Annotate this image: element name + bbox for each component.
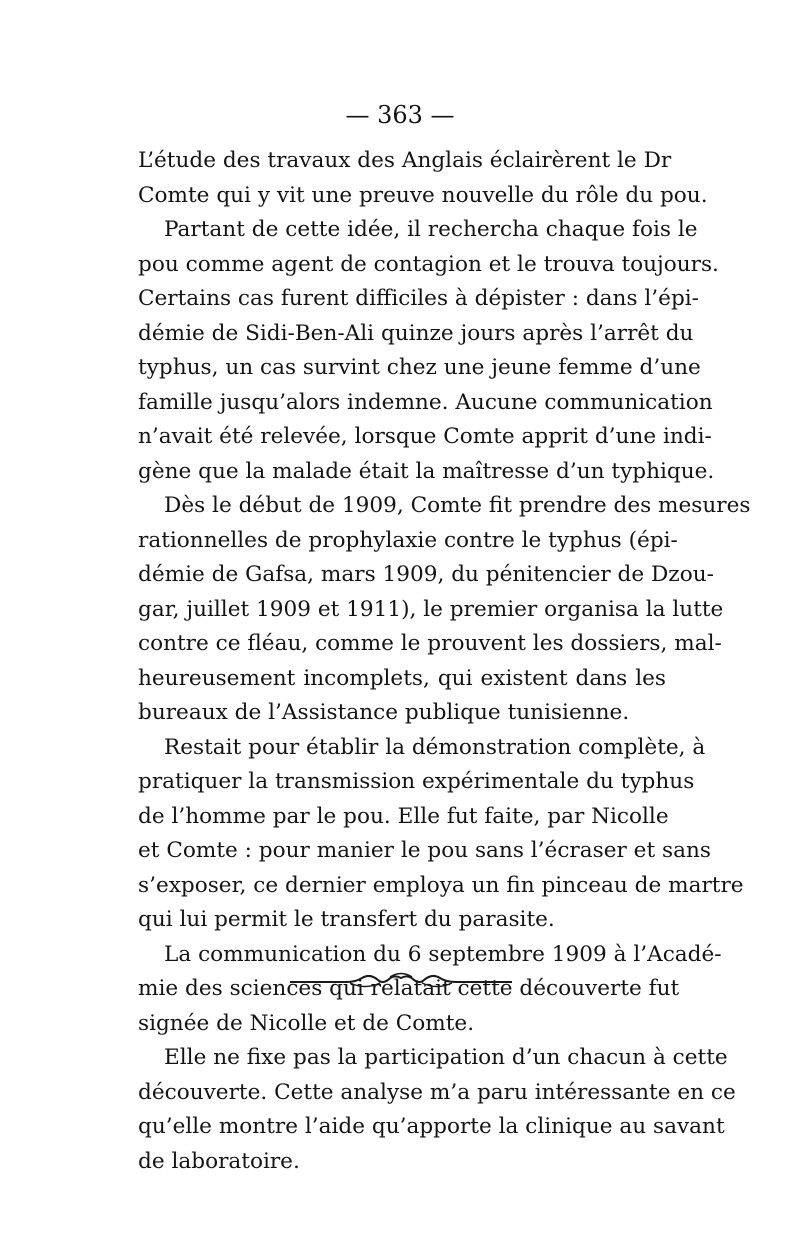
text-line: rationnelles de prophylaxie contre le typhus (épi- <box>138 527 678 553</box>
text-line: mie des sciences qui relatait cette découverte fut <box>138 976 680 1001</box>
text-line: contre ce fléau, comme le prouvent les dossiers, mal- <box>138 631 722 656</box>
text-line: Restait pour établir la démonstration complète, à <box>164 734 706 760</box>
text-line: s’exposer, ce dernier employa un fin pinceau de martre <box>138 872 744 898</box>
text-line: et Comte : pour manier le pou sans l’écraser et sans <box>138 838 711 863</box>
text-line: Comte qui y vit une preuve nouvelle du rôle du pou. <box>138 182 708 208</box>
text-line: n’avait été relevée, lorsque Comte apprit d’une indi- <box>138 424 712 449</box>
text-line: typhus, un cas survint chez une jeune femme d’une <box>138 355 701 380</box>
text-line: Certains cas furent difficiles à dépister : dans l’épi- <box>138 286 699 311</box>
text-line: de laboratoire. <box>138 1148 300 1174</box>
text-line: gar, juillet 1909 et 1911), le premier organisa la lutte <box>138 596 724 622</box>
text-line: La communication du 6 septembre 1909 à l’Acadé- <box>164 941 722 967</box>
text-line: bureaux de l’Assistance publique tunisienne. <box>138 700 630 725</box>
text-line: heureusement incomplets, qui existent dans les <box>138 665 666 691</box>
tailpiece-ornament <box>290 968 512 996</box>
text-line: famille jusqu’alors indemne. Aucune communication <box>138 389 713 415</box>
text-line: Elle ne fixe pas la participation d’un chacun à cette <box>164 1045 728 1070</box>
text-line: découverte. Cette analyse m’a paru intéressante en ce <box>138 1079 736 1105</box>
text-line: gène que la malade était la maîtresse d’un typhique. <box>138 458 715 484</box>
text-line: L’étude des travaux des Anglais éclairèrent le Dr <box>138 148 672 173</box>
text-line: de l’homme par le pou. Elle fut faite, par Nicolle <box>138 803 669 829</box>
text-line: qu’elle montre l’aide qu’apporte la clinique au savant <box>138 1114 725 1139</box>
page-number: — 363 — <box>345 101 455 129</box>
text-line: démie de Gafsa, mars 1909, du pénitencier de Dzou- <box>138 562 714 587</box>
text-line: démie de Sidi-Ben-Ali quinze jours après l’arrêt du <box>138 320 694 346</box>
text-line: pratiquer la transmission expérimentale du typhus <box>138 769 695 794</box>
text-line: Dès le début de 1909, Comte fit prendre des mesures <box>164 493 751 518</box>
text-line: Partant de cette idée, il rechercha chaque fois le <box>164 217 698 242</box>
text-line: signée de Nicolle et de Comte. <box>138 1010 475 1036</box>
body-text <box>138 144 751 1179</box>
text-line: pou comme agent de contagion et le trouva toujours. <box>138 251 719 277</box>
text-line: qui lui permit le transfert du parasite. <box>138 907 555 932</box>
